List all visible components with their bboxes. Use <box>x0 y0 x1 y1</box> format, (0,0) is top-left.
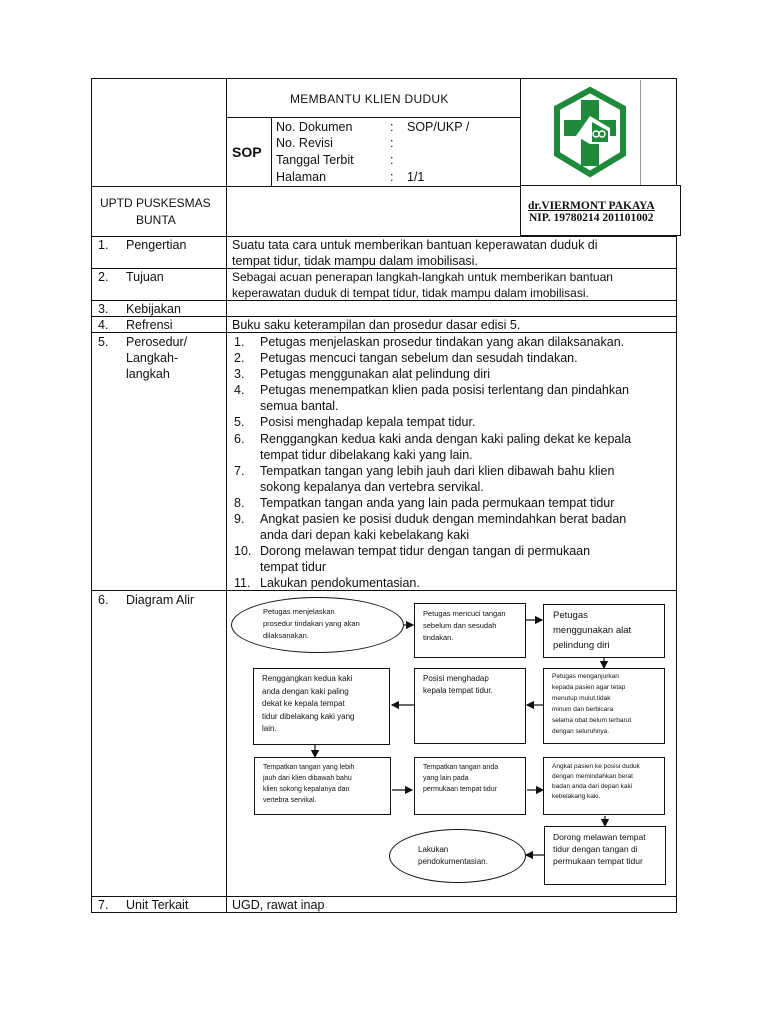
sop-label: SOP <box>232 144 262 160</box>
flow-step-text: permukaan tempat tidur <box>423 786 497 793</box>
row-number: 6. <box>98 593 109 607</box>
flow-step-document <box>389 829 526 883</box>
row-label-pengertian: Pengertian <box>126 238 187 252</box>
flow-step-text: Petugas menganjurkan <box>552 673 619 680</box>
step-number: 1. <box>234 335 245 349</box>
flow-step-place-hand-shoulder <box>254 757 391 815</box>
step-text: tempat tidur dibelakang kaki yang lain. <box>260 448 473 462</box>
flow-step-text: Petugas menjelaskan <box>263 607 335 616</box>
step-text: Tempatkan tangan yang lebih jauh dari klien dibawah bahu klien <box>260 464 615 478</box>
step-text: Petugas menjelaskan prosedur tindakan yang akan dilaksanakan. <box>260 335 625 349</box>
step-text: Petugas menempatkan klien pada posisi terlentang dan pindahkan <box>260 383 630 397</box>
flow-step-text: badan anda dari depan kaki <box>552 783 633 790</box>
flow-step-text: pendokumentasian. <box>418 857 488 866</box>
step-number: 4. <box>234 383 245 397</box>
flow-step-text: Lakukan <box>418 845 449 854</box>
step-text: tempat tidur <box>260 560 327 574</box>
flow-step-text: permukaan tempat tidur <box>553 856 643 866</box>
step-text: Dorong melawan tempat tidur dengan tangan di permukaan <box>260 544 591 558</box>
signer-name: dr.VIERMONT PAKAYA <box>528 200 655 212</box>
row-number: 1. <box>98 238 109 252</box>
pengertian-text: Suatu tata cara untuk memberikan bantuan keperawatan duduk di <box>232 238 598 252</box>
flow-step-text: tidur dengan tangan di <box>553 844 638 854</box>
row-label-kebijakan: Kebijakan <box>126 302 181 316</box>
tujuan-text: Sebagai acuan penerapan langkah-langkah untuk memberikan bantuan <box>232 270 613 284</box>
doc-field-label: No. Dokumen <box>276 120 353 134</box>
flow-step-text: jauh dari klien dibawah bahu <box>263 775 352 782</box>
step-text: Petugas mencuci tangan sebelum dan sesudah tindakan. <box>260 351 578 365</box>
pengertian-text: tempat tidur, tidak mampu dalam imobilisasi. <box>232 254 478 268</box>
step-number: 9. <box>234 512 245 526</box>
flow-step-text: Angkat pasien ke posisi duduk <box>552 763 640 770</box>
flow-step-ppe <box>543 604 665 658</box>
step-text: Petugas menggunakan alat pelindung diri <box>260 367 491 381</box>
doc-field-sep: : <box>390 153 394 167</box>
doc-field-label: No. Revisi <box>276 136 333 150</box>
flow-step-instruct-patient <box>543 668 665 744</box>
step-number: 6. <box>234 432 245 446</box>
flow-step-text: prosedur tindakan yang akan <box>263 619 360 628</box>
doc-field-value: SOP/UKP / <box>407 120 470 134</box>
flow-step-lift-patient <box>543 757 665 815</box>
organization-name-line2: BUNTA <box>136 213 176 227</box>
row-number: 2. <box>98 270 109 284</box>
flow-step-text: lain. <box>262 724 277 733</box>
doc-field-value: 1/1 <box>407 170 425 184</box>
flow-step-text: dilaksanakan. <box>263 631 309 640</box>
refrensi-text: Buku saku keterampilan dan prosedur dasar edisi 5. <box>232 318 521 332</box>
row-label-refrensi: Refrensi <box>126 318 173 332</box>
flow-step-text: Tempatkan tangan yang lebih <box>263 764 355 771</box>
row-label-prosedur: langkah <box>126 367 170 381</box>
row-number: 7. <box>98 898 109 912</box>
doc-field-label: Tanggal Terbit <box>276 153 354 167</box>
flow-step-text: tindakan. <box>423 633 454 642</box>
row-number: 4. <box>98 318 109 332</box>
flow-step-place-hand-bed <box>414 757 526 815</box>
step-text: Angkat pasien ke posisi duduk dengan memindahkan berat badan <box>260 512 627 526</box>
flow-step-face-head <box>414 668 526 744</box>
row-label-prosedur: Perosedur/ <box>126 335 188 349</box>
flow-step-text: sebelum dan sesudah <box>423 621 497 630</box>
flow-step-text: menutup mulut,tidak <box>552 695 611 702</box>
step-text: sokong kepalanya dan vertebra servikal. <box>260 480 484 494</box>
step-text: semua bantal. <box>260 399 339 413</box>
step-number: 2. <box>234 351 245 365</box>
step-number: 3. <box>234 367 245 381</box>
step-text: Renggangkan kedua kaki anda dengan kaki paling dekat ke kepala <box>260 432 632 446</box>
flow-step-wash-hands <box>414 603 526 658</box>
step-text: Lakukan pendokumentasian. <box>260 576 420 590</box>
doc-field-sep: : <box>390 120 394 134</box>
document-title: MEMBANTU KLIEN DUDUK <box>290 92 449 106</box>
flow-step-text: minum dan berbicara <box>552 706 614 713</box>
flow-step-text: Tempatkan tangan anda <box>423 764 499 771</box>
row-number: 3. <box>98 302 109 316</box>
doc-field-label: Halaman <box>276 170 327 184</box>
step-text: Tempatkan tangan anda yang lain pada permukaan tempat tidur <box>260 496 615 510</box>
flow-step-text: vertebra servikal. <box>263 797 317 804</box>
row-label-diagram-alir: Diagram Alir <box>126 593 195 607</box>
step-number: 11. <box>234 576 251 590</box>
flow-step-text: klien sokong kepalanya dan <box>263 786 350 793</box>
flow-step-text: kepala tempat tidur. <box>423 686 493 695</box>
flow-step-text: tidur dibelakang kaki yang <box>262 711 355 721</box>
row-label-prosedur: Langkah- <box>126 351 179 365</box>
flow-step-text: dengan memindahkan berat <box>552 773 633 780</box>
flow-step-text: anda dengan kaki paling <box>262 686 349 696</box>
doc-field-sep: : <box>390 136 394 150</box>
flow-step-text: dekat ke kepala tempat <box>262 699 345 708</box>
flow-step-text: kepada pasien agar tetap <box>552 684 626 691</box>
flow-step-spread-legs <box>253 668 390 745</box>
row-label-unit-terkait: Unit Terkait <box>126 898 189 912</box>
flow-step-text: Petugas mencuci tangan <box>423 609 506 618</box>
flow-step-text: Renggangkan kedua kaki <box>262 674 353 683</box>
flow-step-text: kebelakang kaki. <box>552 793 601 800</box>
step-number: 5. <box>234 415 245 429</box>
doc-field-sep: : <box>390 170 394 184</box>
unit-terkait-text: UGD, rawat inap <box>232 898 325 912</box>
step-number: 10. <box>234 544 252 558</box>
tujuan-text: keperawatan duduk di tempat tidur, tidak mampu dalam imobilisasi. <box>232 286 589 300</box>
flow-step-text: yang lain pada <box>423 775 469 782</box>
signer-nip: NIP. 19780214 201101002 <box>529 212 654 224</box>
flow-step-text: menggunakan alat <box>553 625 632 636</box>
organization-name: UPTD PUSKESMAS <box>100 196 211 210</box>
step-text: Posisi menghadap kepala tempat tidur. <box>260 415 476 429</box>
flow-step-text: Posisi menghadap <box>423 674 489 683</box>
row-number: 5. <box>98 335 109 349</box>
step-number: 7. <box>234 464 245 478</box>
flow-step-explain <box>231 597 404 653</box>
flow-step-text: Dorong melawan tempat <box>553 832 646 842</box>
row-label-tujuan: Tujuan <box>126 270 164 284</box>
step-number: 8. <box>234 496 245 510</box>
flow-step-text: selama obat belum terbarut <box>552 717 632 724</box>
flow-step-push-bed <box>544 826 666 885</box>
flow-step-text: Petugas <box>553 610 588 621</box>
flow-step-text: pelindung diri <box>553 640 610 651</box>
step-text: anda dari depan kaki kebelakang kaki <box>260 528 470 542</box>
flow-step-text: dengan seluruhnya. <box>552 728 610 735</box>
